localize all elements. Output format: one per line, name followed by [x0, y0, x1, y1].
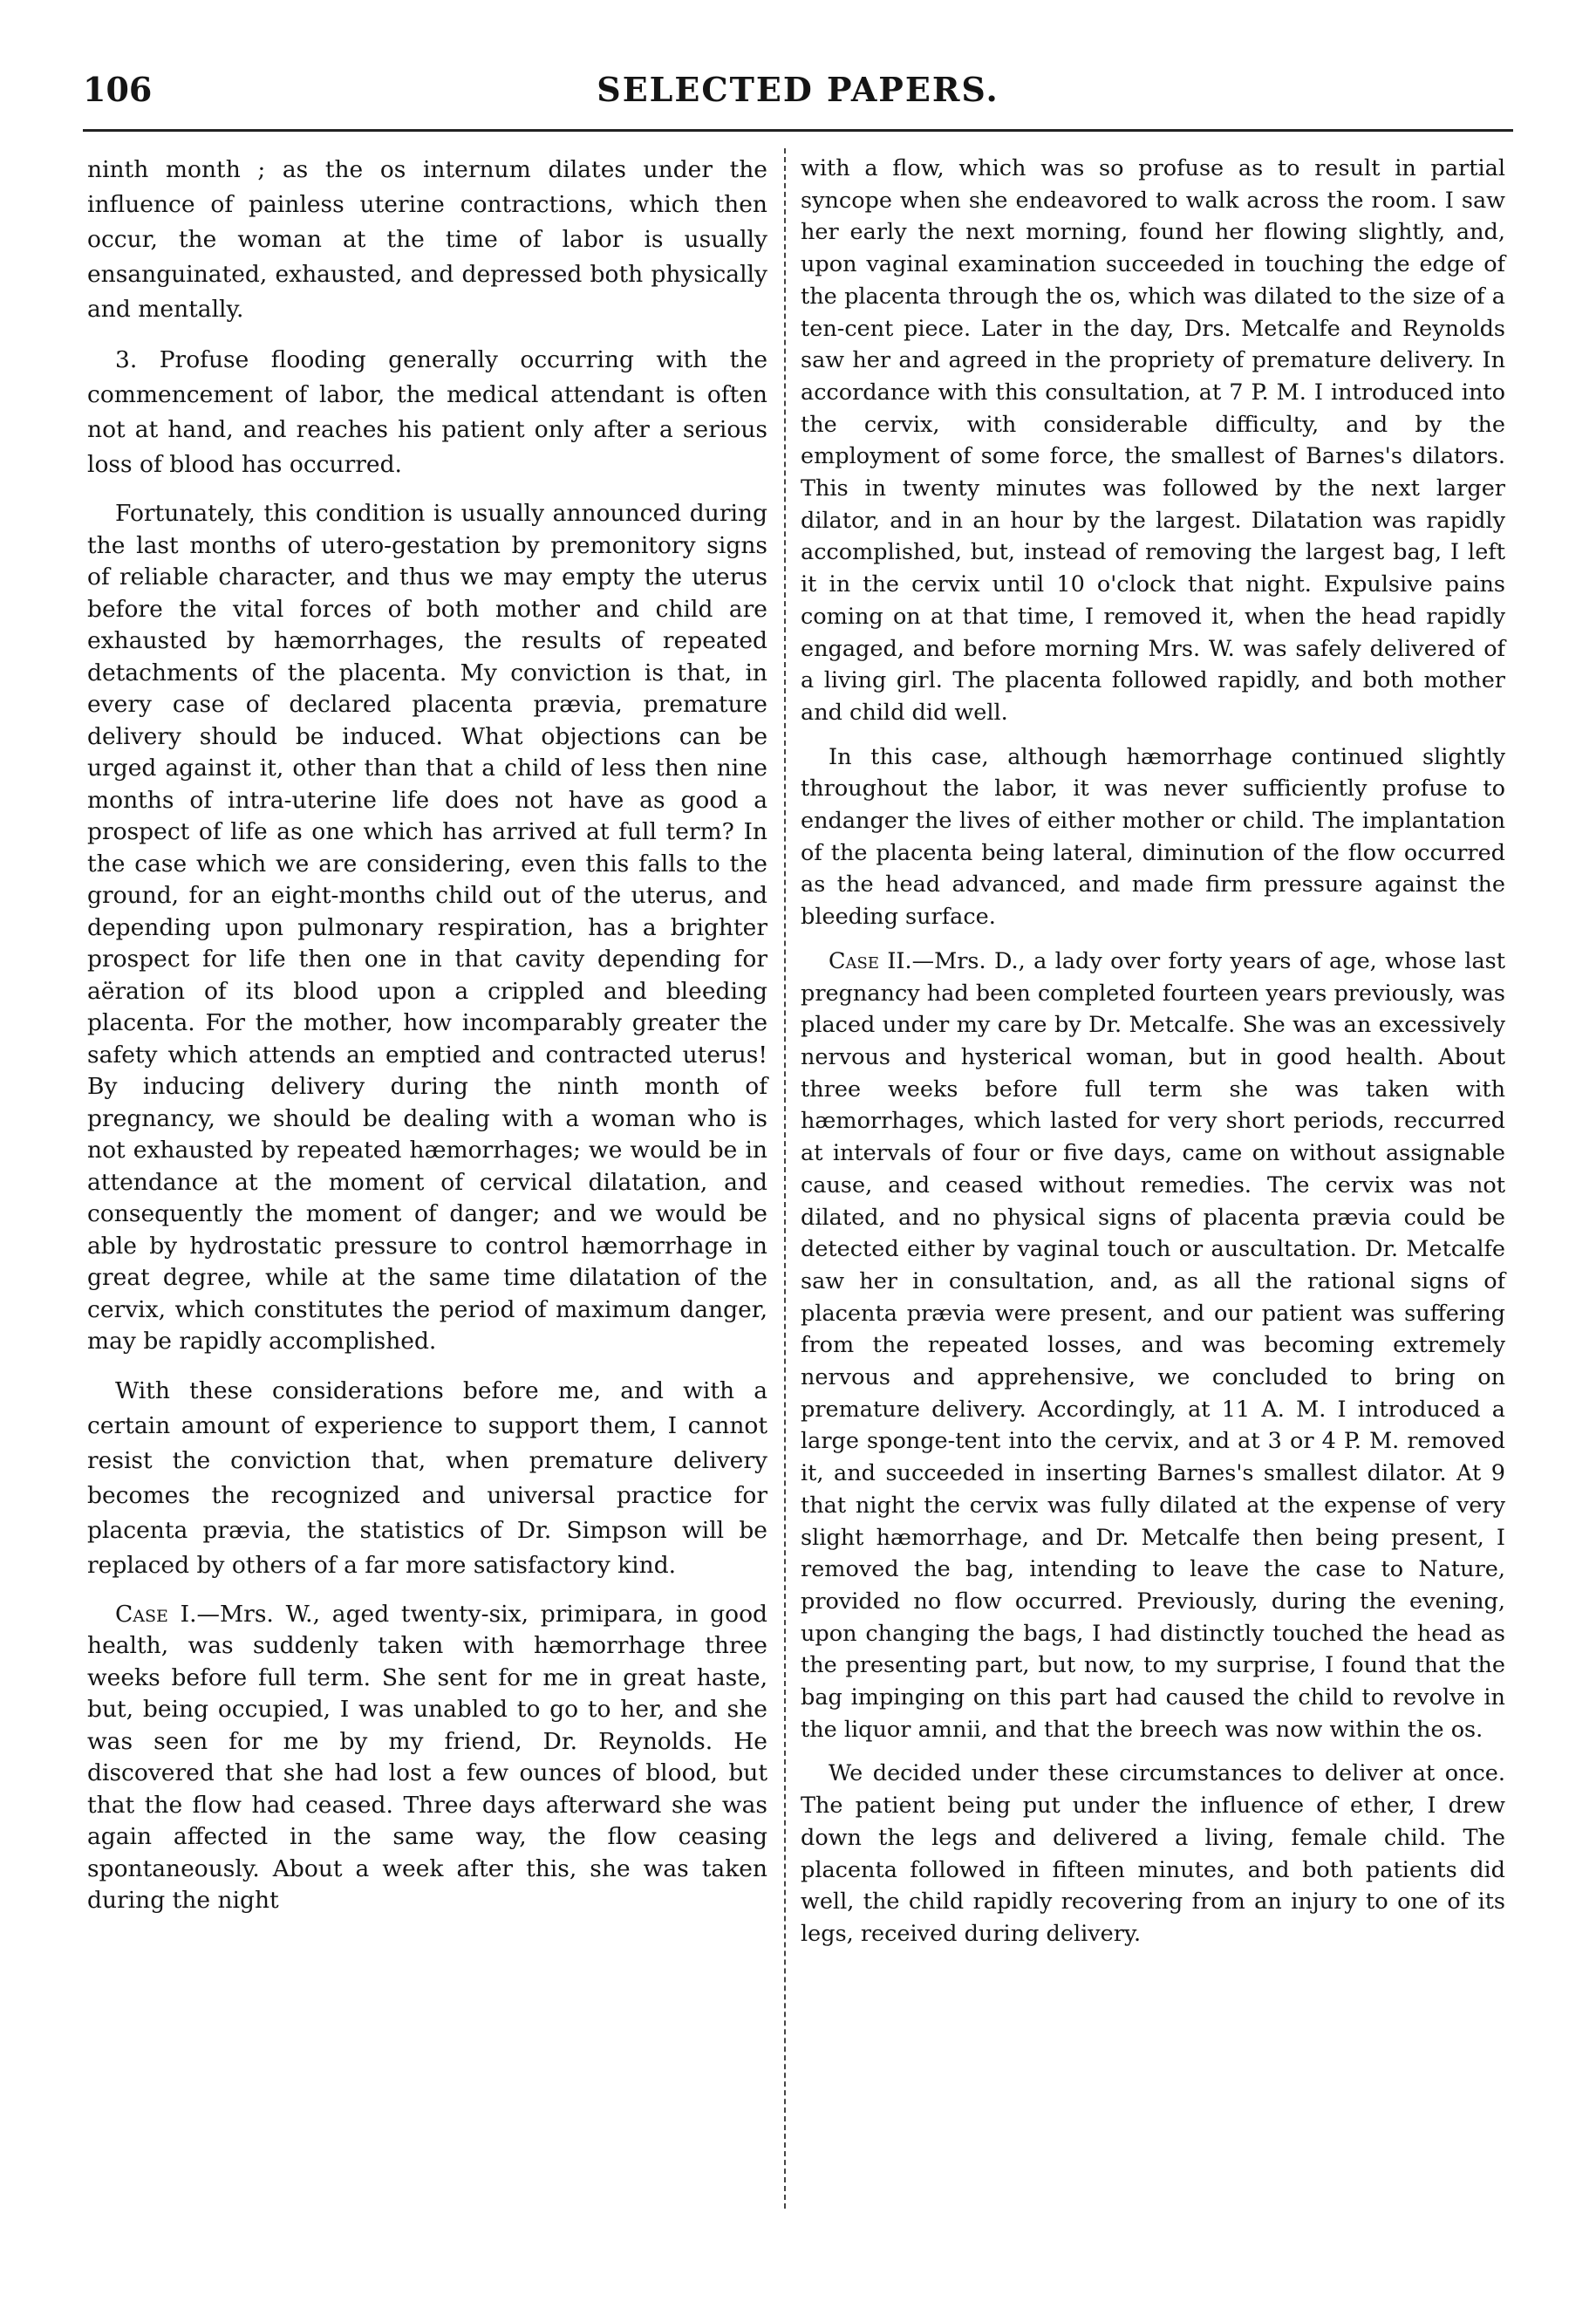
case-text: —Mrs. W., aged twenty-six, primipara, in good health, was suddenly taken with hæmorrhage three weeks before full term. She sent for me in great haste, but, being occupied, I was unabled to go to her, and she was seen for me by my friend, Dr. Reynolds. He discovered that she had lost a few ounces of blood, but that the flow had ceased. Three days afterward she was again affected in the same way, the flow ceasing spontaneously. About a week after this, she was taken during the night — [87, 1600, 767, 1914]
case-paragraph — [801, 946, 1505, 1746]
paragraph: In this case, although hæmorrhage continued slightly throughout the labor, it was never sufficiently profuse to endanger the lives of either mother or child. The implantation of the placenta being lateral, diminution of the flow occurred as the head advanced, and made firm pressure against the bleeding surface. — [801, 743, 1505, 931]
case-text: —Mrs. D., a lady over forty years of age, whose last pregnancy had been completed fourteen years previously, was placed under my care by Dr. Metcalfe. She was an excessively nervous and hysterical woman, but in good health. About three weeks before full term she was taken with hæmorrhages, which lasted for very short periods, reccurred at intervals of four or five days, came on without assignable cause, and ceased without remedies. The cervix was not dilated, and no physical signs of placenta prævia could be detected either by vaginal touch or auscultation. Dr. Metcalfe saw her in consultation, and, as all the rational signs of placenta prævia were present, and our patient was suffering from the repeated losses, and was becoming extremely nervous and apprehensive, we concluded to bring on premature delivery. Accordingly, at 11 A. M. I introduced a large sponge-tent into the cervix, and at 3 or 4 P. M. removed it, and succeeded in inserting Barnes's smallest dilator. At 9 that night the cervix was fully dilated at the expense of very slight hæmorrhage, and Dr. Metcalfe then being present, I removed the bag, intending to leave the case to Nature, provided no flow occurred. Previously, during the evening, upon changing the bags, I had distinctly touched the head as the presenting part, but now, to my surprise, I found that the bag impinging on this part had caused the child to revolve in the liquor amnii, and that the breech was now within the os. — [801, 947, 1505, 1743]
right-column — [801, 153, 1505, 1950]
paragraph: With these considerations before me, and with a certain amount of experience to support them, I cannot resist the conviction that, when premature delivery becomes the recognized and universal practice for placenta prævia, the statistics of Dr. Simpson will be replaced by others of a far more satisfactory kind. — [87, 1376, 767, 1579]
column-divider — [784, 148, 786, 2209]
paragraph: We decided under these circumstances to deliver at once. The patient being put under the influence of ether, I drew down the legs and delivered a living, female child. The placenta followed in fifteen minutes, and both patients did well, the child rapidly recovering from an injury to one of its legs, received during delivery. — [801, 1760, 1505, 1947]
page-header — [83, 70, 1513, 122]
case-label: Case I. — [115, 1600, 197, 1628]
running-title: SELECTED PAPERS. — [597, 70, 999, 109]
case-label: Case II. — [829, 947, 912, 974]
paragraph: with a flow, which was so profuse as to result in partial syncope when she endeavored to walk across the room. I saw her early the next morning, found her flowing slightly, and, upon vaginal examination succeeded in touching the edge of the placenta through the os, which was dilated to the size of a ten-cent piece. Later in the day, Drs. Metcalfe and Reynolds saw her and agreed in the propriety of premature delivery. In accordance with this consultation, at 7 P. M. I introduced into the cervix, with considerable difficulty, and by the employment of some force, the smallest of Barnes's dilators. This in twenty minutes was followed by the next larger dilator, and in an hour by the largest. Dilatation was rapidly accomplished, but, instead of removing the largest bag, I left it in the cervix until 10 o'clock that night. Expulsive pains coming on at that time, I removed it, when the head rapidly engaged, and before morning Mrs. W. was safely delivered of a living girl. The placenta followed rapidly, and both mother and child did well. — [801, 155, 1505, 726]
page-number: 106 — [83, 70, 153, 109]
case-paragraph — [87, 1599, 767, 1917]
paragraph: ninth month ; as the os internum dilates under the influence of painless uterine contractions, which then occur, the woman at the time of labor is usually ensanguinated, exhausted, and depressed both physically and mentally. — [87, 156, 767, 323]
header-rule — [83, 129, 1513, 132]
paragraph: Fortunately, this condition is usually announced during the last months of utero-gestation by premonitory signs of reliable character, and thus we may empty the uterus before the vital forces of both mother and child are exhausted by hæmorrhages, the results of repeated detachments of the placenta. My conviction is that, in every case of declared placenta prævia, premature delivery should be induced. What objections can be urged against it, other than that a child of less then nine months of intra-uterine life does not have as good a prospect of life as one which has arrived at full term? In the case which we are considering, even this falls to the ground, for an eight-months child out of the uterus, and depending upon pulmonary respiration, has a brighter prospect for life then one in that cavity depending for aëration of its blood upon a crippled and bleeding placenta. For the mother, how incomparably greater the safety which attends an emptied and contracted uterus! By inducing delivery during the ninth month of pregnancy, we should be dealing with a woman who is not exhausted by repeated hæmorrhages; we would be in attendance at the moment of cervical dilatation, and consequently the moment of danger; and we would be able by hydrostatic pressure to control hæmorrhage in great degree, while at the same time dilatation of the cervix, which constitutes the period of maximum danger, may be rapidly accomplished. — [87, 500, 767, 1355]
left-column — [87, 153, 767, 1917]
paragraph: 3. Profuse flooding generally occurring with the commencement of labor, the medical attendant is often not at hand, and reaches his patient only after a serious loss of blood has occurred. — [87, 346, 767, 478]
